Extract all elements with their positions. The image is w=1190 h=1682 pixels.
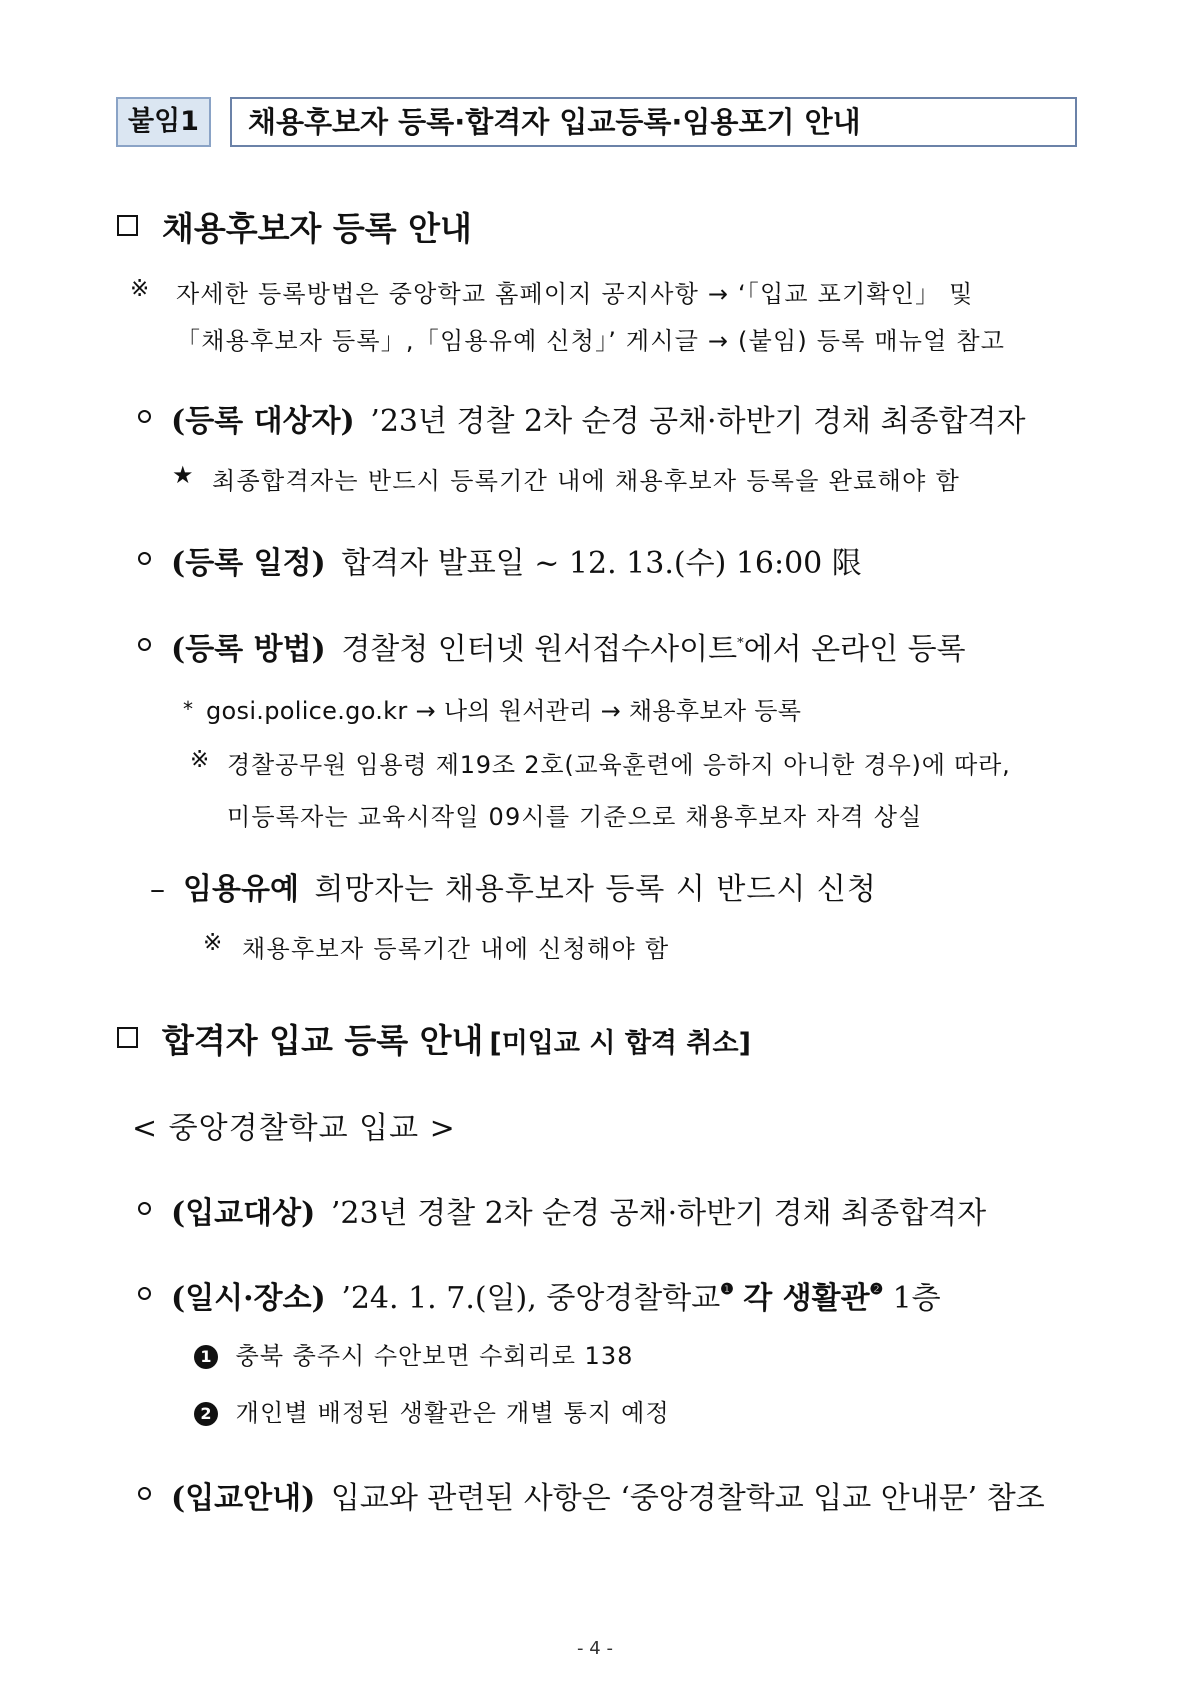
footnote-marker: * [737, 636, 744, 651]
filled-number-1-icon: 1 [194, 1345, 218, 1369]
subheading: < 중앙경찰학교 입교 > [132, 1111, 456, 1146]
item-registration-schedule [171, 538, 862, 582]
place-note-1 [194, 1336, 633, 1371]
dash-icon: – [150, 872, 165, 907]
place-note-2-text: 개인별 배정된 생활관은 개별 통지 예정 [235, 1399, 670, 1427]
section1-note-line1: 자세한 등록방법은 중앙학교 홈페이지 공지사항 → ‘「입교 포기확인」 및 [176, 280, 974, 308]
item-sub-text: 최종합격자는 반드시 등록기간 내에 채용후보자 등록을 완료해야 함 [212, 467, 961, 495]
item-label: (입교대상) [171, 1196, 316, 1231]
circle-bullet-icon [138, 410, 151, 423]
section2-heading-text: 합격자 입교 등록 안내 [162, 1021, 484, 1060]
item-label: (일시·장소) [171, 1281, 326, 1316]
circle-bullet-icon [138, 1202, 151, 1215]
item-admission-target [171, 1188, 986, 1232]
footnote-mark: * [183, 697, 193, 721]
method-note-line2: 미등록자는 교육시작일 09시를 기준으로 채용후보자 자격 상실 [227, 803, 923, 831]
item-text: 합격자 발표일 ~ 12. 13.(수) 16:00 限 [341, 546, 862, 581]
dash-note: 채용후보자 등록기간 내에 신청해야 함 [242, 935, 670, 963]
item-text: 경찰청 인터넷 원서접수사이트 [341, 632, 738, 667]
page-number: - 4 - [577, 1638, 613, 1659]
square-bullet-icon [117, 215, 138, 236]
circle-bullet-icon [138, 552, 151, 565]
item-label: (입교안내) [171, 1481, 316, 1516]
item-text-end: 1층 [892, 1281, 941, 1316]
item-text: 입교와 관련된 사항은 ‘중앙경찰학교 입교 안내문’ 참조 [330, 1481, 1045, 1516]
filled-number-2-icon: 2 [194, 1402, 218, 1426]
attachment-tag: 붙임1 [116, 97, 211, 147]
item-text: ’24. 1. 7.(일), 중앙경찰학교 [341, 1281, 721, 1316]
item-text: ’23년 경찰 2차 순경 공채·하반기 경채 최종합격자 [330, 1196, 987, 1231]
item-admission-guide [171, 1473, 1045, 1517]
circle-bullet-icon [138, 638, 151, 651]
item-text: ’23년 경찰 2차 순경 공채·하반기 경채 최종합격자 [370, 404, 1026, 439]
place-note-1-text: 충북 충주시 수안보면 수회리로 138 [235, 1342, 634, 1370]
item-datetime-place [171, 1273, 941, 1317]
marker-2-icon: ❷ [869, 1280, 884, 1298]
item-registration-target [171, 396, 1025, 440]
dash-item [150, 864, 877, 908]
item-label: (등록 대상자) [171, 404, 355, 439]
square-bullet-icon [117, 1027, 138, 1048]
place-note-2 [194, 1393, 670, 1428]
section2-heading [162, 1015, 751, 1062]
note-mark: ※ [130, 276, 150, 302]
circle-bullet-icon [138, 1487, 151, 1500]
item-bold-part: 각 생활관 [743, 1281, 870, 1316]
section1-note-line2: 「채용후보자 등록」,「임용유예 신청」’ 게시글 → (붙임) 등록 매뉴얼 참고 [176, 327, 1006, 355]
note-mark: ※ [190, 747, 210, 773]
section1-heading: 채용후보자 등록 안내 [162, 209, 472, 248]
item-label: (등록 방법) [171, 632, 326, 667]
method-note-line1: 경찰공무원 임용령 제19조 2호(교육훈련에 응하지 아니한 경우)에 따라, [227, 751, 1011, 779]
dash-bold: 임용유예 [183, 872, 299, 907]
star-icon: ★ [172, 461, 194, 489]
dash-text: 희망자는 채용후보자 등록 시 반드시 신청 [314, 872, 877, 907]
item-registration-method [171, 624, 966, 668]
marker-1-icon: ❶ [720, 1280, 734, 1298]
page-title: 채용후보자 등록·합격자 입교등록·임용포기 안내 [230, 97, 1077, 147]
item-text-after: 에서 온라인 등록 [743, 632, 966, 667]
footnote-text: gosi.police.go.kr → 나의 원서관리 → 채용후보자 등록 [206, 697, 802, 725]
circle-bullet-icon [138, 1287, 151, 1300]
section2-heading-suffix: [미입교 시 합격 취소] [489, 1028, 751, 1059]
item-label: (등록 일정) [171, 546, 326, 581]
note-mark: ※ [203, 930, 223, 956]
